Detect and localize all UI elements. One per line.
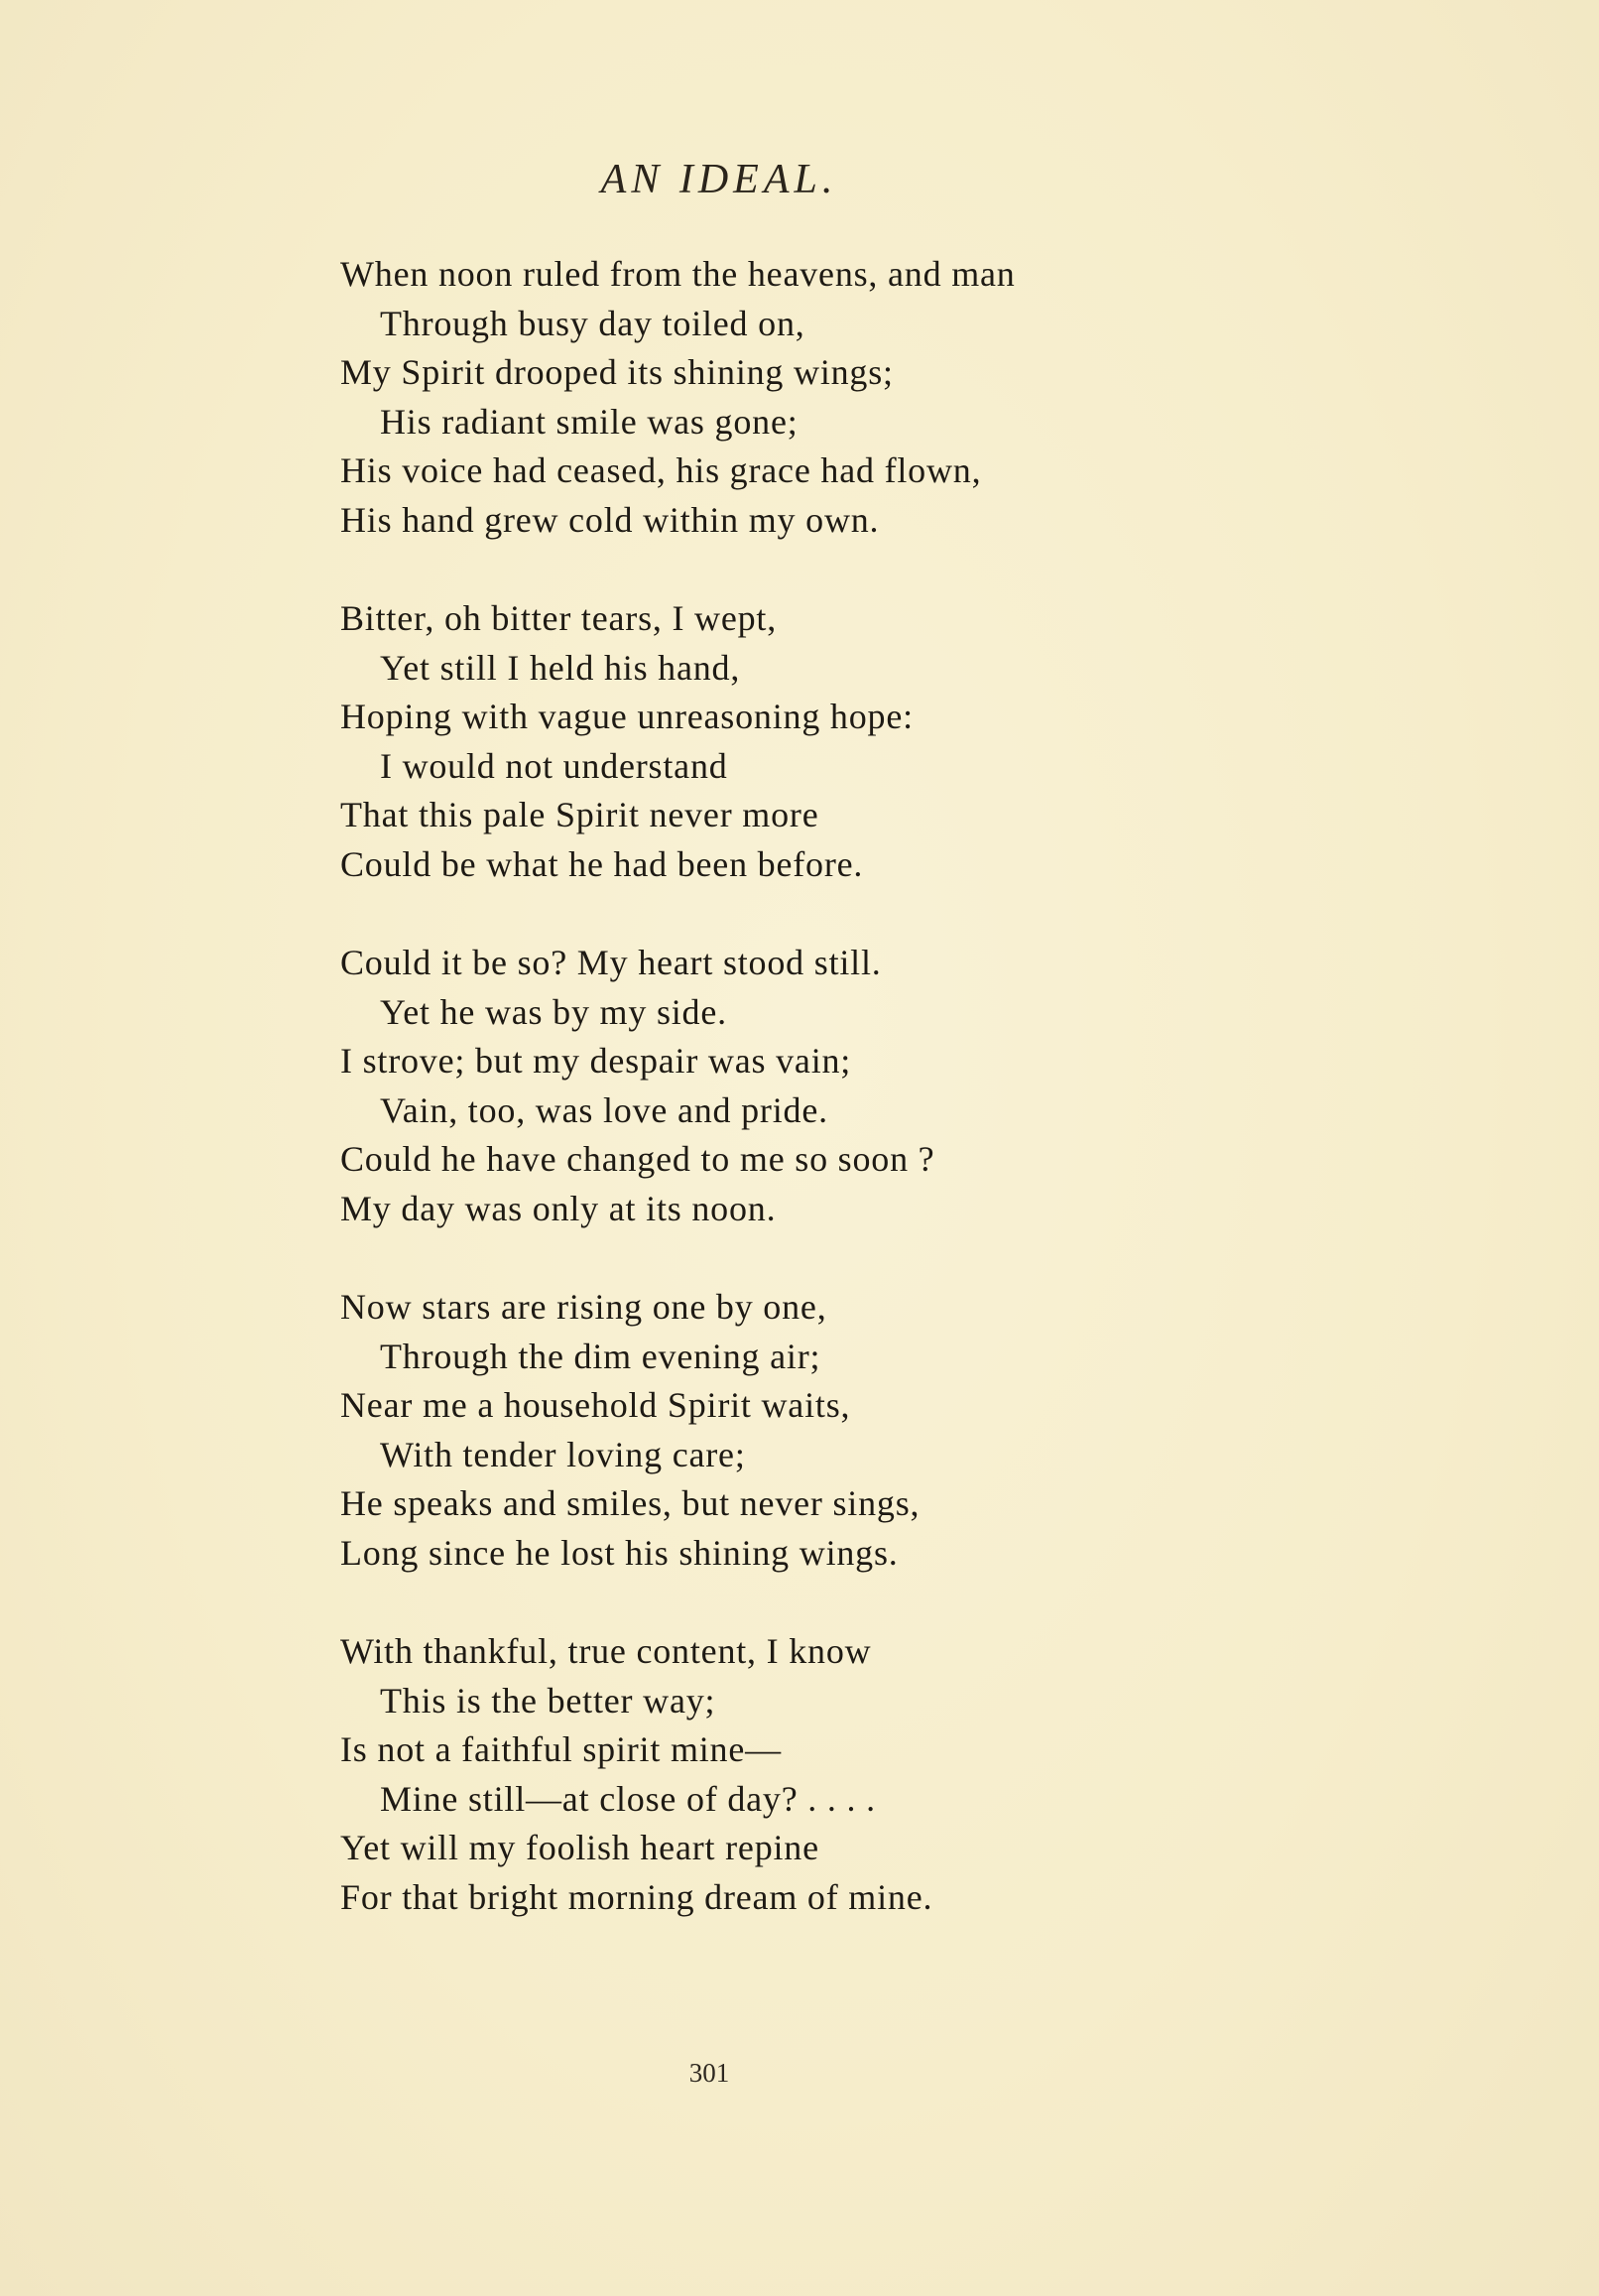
poem-line: That this pale Spirit never more: [340, 795, 819, 834]
poem-line: Could it be so? My heart stood still.: [340, 943, 882, 982]
poem-line: This is the better way;: [380, 1680, 716, 1721]
poem-line: I strove; but my despair was vain;: [340, 1041, 852, 1081]
poem-body: [340, 250, 1431, 1972]
poem-line: I would not understand: [380, 745, 728, 786]
stanza-1: [340, 250, 1431, 545]
poem-line: Through busy day toiled on,: [380, 303, 805, 343]
poem-line: Mine still—at close of day? . . . .: [380, 1778, 876, 1819]
poem-line: His voice had ceased, his grace had flown,: [340, 450, 982, 490]
stanza-2: [340, 594, 1431, 889]
stanza-5: [340, 1627, 1431, 1922]
poem-line: When noon ruled from the heavens, and man: [340, 254, 1016, 294]
poem-line: With tender loving care;: [380, 1434, 746, 1474]
poem-line: My Spirit drooped its shining wings;: [340, 352, 894, 392]
poem-line: Yet will my foolish heart repine: [340, 1828, 819, 1867]
page-number: 301: [688, 2058, 730, 2088]
poem-line: His radiant smile was gone;: [380, 401, 799, 442]
poem-line: With thankful, true content, I know: [340, 1631, 872, 1671]
stanza-3: [340, 939, 1431, 1233]
poem-line: Is not a faithful spirit mine—: [340, 1729, 782, 1769]
poem-line: Could he have changed to me so soon ?: [340, 1139, 935, 1179]
poem-line: My day was only at its noon.: [340, 1188, 777, 1228]
poem-line: Could be what he had been before.: [340, 843, 864, 884]
poem-line: Bitter, oh bitter tears, I wept,: [340, 598, 778, 638]
poem-line: Yet he was by my side.: [380, 991, 727, 1032]
poem-line: Through the dim evening air;: [380, 1336, 821, 1376]
poem-title: AN IDEAL.: [600, 157, 838, 202]
poem-line: He speaks and smiles, but never sings,: [340, 1483, 921, 1523]
poem-line: Near me a household Spirit waits,: [340, 1385, 851, 1425]
stanza-4: [340, 1283, 1431, 1578]
poem-line: His hand grew cold within my own.: [340, 499, 880, 540]
poem-line: Yet still I held his hand,: [380, 647, 741, 688]
poem-line: Long since he lost his shining wings.: [340, 1532, 899, 1573]
poem-line: For that bright morning dream of mine.: [340, 1876, 933, 1917]
poem-line: Now stars are rising one by one,: [340, 1287, 827, 1327]
poem-line: Hoping with vague unreasoning hope:: [340, 697, 914, 736]
poem-line: Vain, too, was love and pride.: [380, 1089, 828, 1130]
